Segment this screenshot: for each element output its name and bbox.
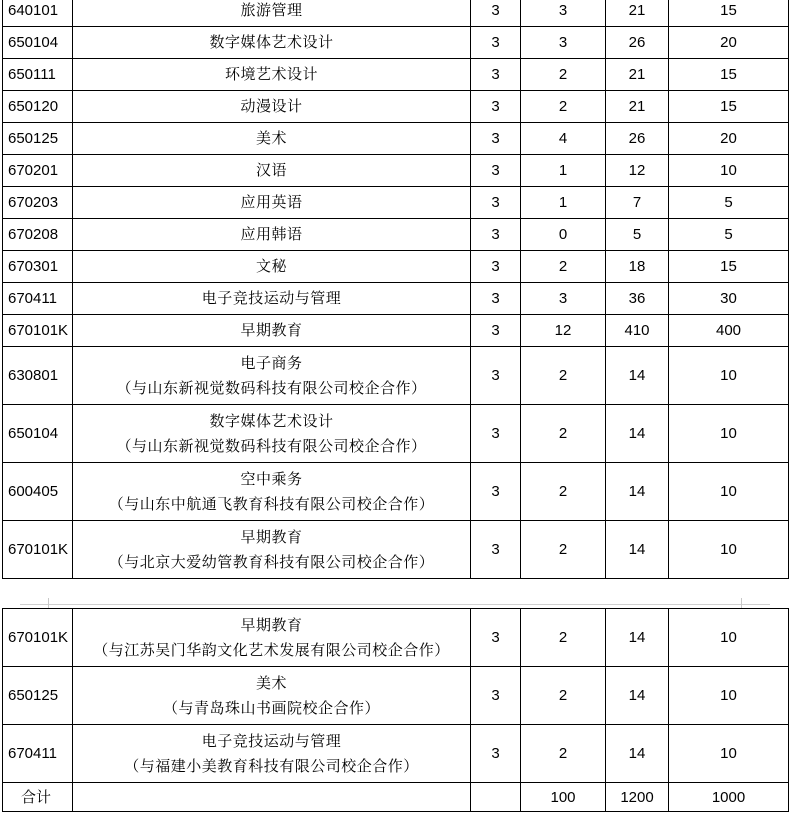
major-name-partner: （与福建小美教育科技有限公司校企合作）: [124, 756, 419, 775]
major-name: [73, 609, 471, 667]
duration-years: 3: [471, 91, 521, 123]
duration-years: 3: [471, 315, 521, 347]
major-name: 电子竞技运动与管理: [73, 283, 471, 315]
enroll-count: 5: [669, 187, 789, 219]
enroll-count: 15: [669, 0, 789, 27]
major-name-main: 空中乘务: [240, 469, 303, 488]
table-row: [3, 521, 789, 579]
class-count: 3: [521, 283, 606, 315]
duration-years: 3: [471, 725, 521, 783]
major-name: 旅游管理: [73, 0, 471, 27]
enroll-count: 15: [669, 59, 789, 91]
major-name-main: 电子商务: [240, 353, 303, 372]
plan-count: 7: [606, 187, 669, 219]
page-break-line: [20, 604, 770, 605]
total-empty-name: [73, 783, 471, 812]
major-name: 应用英语: [73, 187, 471, 219]
total-class-count: 100: [521, 783, 606, 812]
duration-years: 3: [471, 155, 521, 187]
duration-years: 3: [471, 521, 521, 579]
major-name: [73, 667, 471, 725]
class-count: 2: [521, 667, 606, 725]
enroll-count: 5: [669, 219, 789, 251]
major-code: 600405: [3, 463, 73, 521]
major-name: 文秘: [73, 251, 471, 283]
duration-years: 3: [471, 59, 521, 91]
plan-count: 14: [606, 405, 669, 463]
duration-years: 3: [471, 187, 521, 219]
enroll-count: 10: [669, 463, 789, 521]
major-name-main: 数字媒体艺术设计: [209, 411, 334, 430]
duration-years: 3: [471, 463, 521, 521]
enroll-count: 10: [669, 667, 789, 725]
enroll-count: 20: [669, 123, 789, 155]
enroll-count: 10: [669, 725, 789, 783]
duration-years: 3: [471, 27, 521, 59]
page-break-tick: [48, 598, 49, 608]
major-name-main: 电子竞技运动与管理: [201, 731, 342, 750]
table-row: [3, 405, 789, 463]
major-name: 数字媒体艺术设计: [73, 27, 471, 59]
total-row: [3, 783, 789, 812]
enroll-count: 15: [669, 251, 789, 283]
table-row: [3, 283, 789, 315]
class-count: 2: [521, 405, 606, 463]
major-code: 670411: [3, 725, 73, 783]
enrollment-table-bottom: [2, 608, 789, 812]
total-empty-duration: [471, 783, 521, 812]
major-name: [73, 463, 471, 521]
major-code: 670101K: [3, 609, 73, 667]
table-row: [3, 0, 789, 27]
table-row: [3, 463, 789, 521]
plan-count: 14: [606, 609, 669, 667]
class-count: 2: [521, 251, 606, 283]
plan-count: 14: [606, 463, 669, 521]
plan-count: 18: [606, 251, 669, 283]
plan-count: 12: [606, 155, 669, 187]
class-count: 3: [521, 0, 606, 27]
major-name: [73, 347, 471, 405]
duration-years: 3: [471, 219, 521, 251]
class-count: 2: [521, 725, 606, 783]
plan-count: 5: [606, 219, 669, 251]
total-enroll-count: 1000: [669, 783, 789, 812]
major-name-partner: （与山东新视觉数码科技有限公司校企合作）: [116, 378, 427, 397]
plan-count: 21: [606, 91, 669, 123]
major-name-main: 早期教育: [240, 527, 303, 546]
major-code: 650104: [3, 405, 73, 463]
major-name: 环境艺术设计: [73, 59, 471, 91]
table-row: [3, 219, 789, 251]
enroll-count: 10: [669, 521, 789, 579]
major-code: 670101K: [3, 521, 73, 579]
major-code: 650125: [3, 667, 73, 725]
duration-years: 3: [471, 283, 521, 315]
duration-years: 3: [471, 123, 521, 155]
plan-count: 21: [606, 59, 669, 91]
table-row: [3, 315, 789, 347]
major-code: 670301: [3, 251, 73, 283]
table-row: [3, 725, 789, 783]
major-code: 650125: [3, 123, 73, 155]
table-row: [3, 27, 789, 59]
major-code: 670201: [3, 155, 73, 187]
plan-count: 26: [606, 123, 669, 155]
plan-count: 36: [606, 283, 669, 315]
major-name-partner: （与青岛珠山书画院校企合作）: [162, 698, 380, 717]
duration-years: 3: [471, 667, 521, 725]
major-name-partner: （与江苏吴门华韵文化艺术发展有限公司校企合作）: [93, 640, 450, 659]
class-count: 1: [521, 155, 606, 187]
major-name: 汉语: [73, 155, 471, 187]
major-name-main: 早期教育: [240, 615, 303, 634]
major-code: 670101K: [3, 315, 73, 347]
class-count: 2: [521, 59, 606, 91]
duration-years: 3: [471, 609, 521, 667]
class-count: 2: [521, 521, 606, 579]
plan-count: 14: [606, 521, 669, 579]
table-row: [3, 609, 789, 667]
major-name-partner: （与山东中航通飞教育科技有限公司校企合作）: [108, 494, 435, 513]
major-name: [73, 521, 471, 579]
major-name: [73, 725, 471, 783]
table-body-top: [3, 0, 789, 579]
class-count: 3: [521, 27, 606, 59]
major-code: 670203: [3, 187, 73, 219]
class-count: 2: [521, 609, 606, 667]
table-row: [3, 187, 789, 219]
table-body-bottom: [3, 609, 789, 812]
enroll-count: 10: [669, 347, 789, 405]
enrollment-table-top: [2, 0, 789, 579]
major-name: 动漫设计: [73, 91, 471, 123]
plan-count: 21: [606, 0, 669, 27]
duration-years: 3: [471, 347, 521, 405]
duration-years: 3: [471, 405, 521, 463]
major-name-main: 美术: [255, 673, 287, 692]
major-code: 650111: [3, 59, 73, 91]
major-code: 650104: [3, 27, 73, 59]
class-count: 2: [521, 463, 606, 521]
major-name: 早期教育: [73, 315, 471, 347]
table-row: [3, 91, 789, 123]
major-name-partner: （与北京大爱幼管教育科技有限公司校企合作）: [108, 552, 435, 571]
plan-count: 14: [606, 347, 669, 405]
enroll-count: 15: [669, 91, 789, 123]
total-plan-count: 1200: [606, 783, 669, 812]
total-label: 合计: [3, 783, 73, 812]
duration-years: 3: [471, 0, 521, 27]
plan-count: 26: [606, 27, 669, 59]
table-row: [3, 347, 789, 405]
plan-count: 14: [606, 667, 669, 725]
enroll-count: 20: [669, 27, 789, 59]
table-row: [3, 123, 789, 155]
class-count: 2: [521, 347, 606, 405]
table-row: [3, 251, 789, 283]
major-name: 美术: [73, 123, 471, 155]
class-count: 1: [521, 187, 606, 219]
duration-years: 3: [471, 251, 521, 283]
class-count: 4: [521, 123, 606, 155]
plan-count: 14: [606, 725, 669, 783]
enroll-count: 10: [669, 155, 789, 187]
major-code: 630801: [3, 347, 73, 405]
major-code: 670208: [3, 219, 73, 251]
table-row: [3, 667, 789, 725]
major-code: 670411: [3, 283, 73, 315]
major-name: [73, 405, 471, 463]
table-row: [3, 59, 789, 91]
table-row: [3, 155, 789, 187]
major-code: 640101: [3, 0, 73, 27]
major-name-partner: （与山东新视觉数码科技有限公司校企合作）: [116, 436, 427, 455]
enroll-count: 400: [669, 315, 789, 347]
major-name: 应用韩语: [73, 219, 471, 251]
plan-count: 410: [606, 315, 669, 347]
page-break-tick: [741, 598, 742, 608]
page-break-gap: [0, 595, 789, 608]
enroll-count: 10: [669, 405, 789, 463]
class-count: 12: [521, 315, 606, 347]
class-count: 2: [521, 91, 606, 123]
class-count: 0: [521, 219, 606, 251]
major-code: 650120: [3, 91, 73, 123]
enroll-count: 10: [669, 609, 789, 667]
enroll-count: 30: [669, 283, 789, 315]
